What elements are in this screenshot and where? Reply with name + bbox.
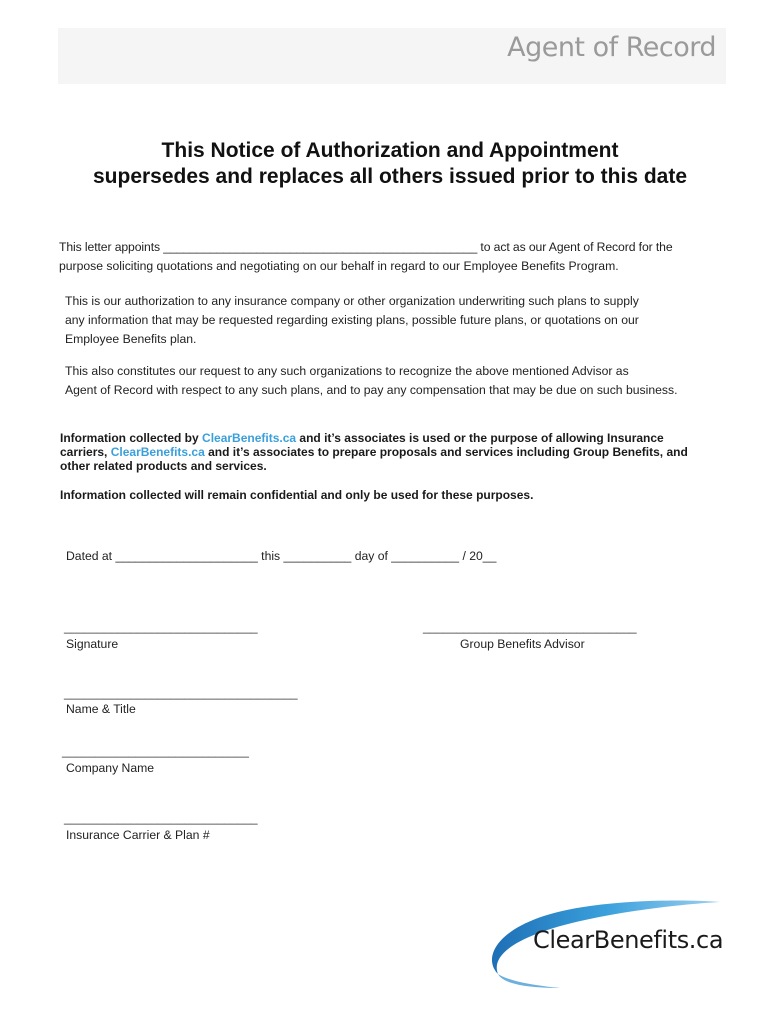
- privacy-line-3: other related products and services.: [60, 459, 267, 473]
- heading-line-1: This Notice of Authorization and Appointment: [161, 139, 619, 162]
- request-line-2: Agent of Record with respect to any such plans, and to pay any compensation that may be due on such business.: [65, 383, 678, 397]
- company-name-label: Company Name: [66, 761, 155, 775]
- signature-line[interactable]: _____________________________: [64, 620, 258, 634]
- authorization-paragraph: [65, 292, 725, 349]
- carrier-plan-line[interactable]: _____________________________: [64, 811, 258, 825]
- confidentiality-statement: Information collected will remain confidential and only be used for these purposes.: [60, 488, 534, 502]
- name-title-label: Name & Title: [66, 702, 136, 716]
- signature-label: Signature: [66, 637, 119, 651]
- document-heading: [40, 138, 740, 190]
- appointment-line-1: This letter appoints _______________________________________________ to act as our Agent of Record for the: [59, 240, 673, 254]
- authorization-line-2: any information that may be requested regarding existing plans, possible future plans, or quotations on our: [65, 313, 639, 327]
- privacy-line-2: [60, 445, 732, 459]
- appointment-paragraph: [59, 238, 729, 276]
- heading-line-2: supersedes and replaces all others issued prior to this date: [92, 165, 688, 188]
- clearbenefits-link[interactable]: ClearBenefits.ca: [110, 445, 205, 459]
- privacy-text: and it’s associates is used or the purpose of allowing Insurance: [296, 431, 664, 445]
- advisor-label: Group Benefits Advisor: [460, 637, 585, 651]
- privacy-text: carriers,: [60, 445, 111, 459]
- header-banner: [58, 28, 726, 84]
- advisor-signature-line[interactable]: ________________________________: [423, 620, 637, 634]
- clearbenefits-link[interactable]: ClearBenefits.ca: [202, 431, 297, 445]
- privacy-text: and it’s associates to prepare proposals and services including Group Benefits, and: [204, 445, 688, 459]
- logo-text: ClearBenefits.ca: [533, 926, 724, 954]
- appointment-line-2: purpose soliciting quotations and negotiating on our behalf in regard to our Employee Benefits Program.: [59, 259, 619, 273]
- authorization-line-1: This is our authorization to any insurance company or other organization underwriting such plans to supply: [65, 294, 639, 308]
- authorization-line-3: Employee Benefits plan.: [65, 332, 197, 346]
- header-title: Agent of Record: [507, 32, 716, 63]
- dated-field[interactable]: Dated at _____________________ this __________ day of __________ / 20__: [66, 549, 497, 563]
- privacy-line-1: [60, 431, 732, 445]
- carrier-plan-label: Insurance Carrier & Plan #: [66, 828, 210, 842]
- request-line-1: This also constitutes our request to any such organizations to recognize the above mentioned Advisor as: [65, 364, 629, 378]
- privacy-paragraph: [60, 431, 732, 473]
- name-title-line[interactable]: ___________________________________: [64, 686, 298, 700]
- clearbenefits-logo: [480, 896, 725, 992]
- privacy-text: Information collected by: [60, 431, 203, 445]
- company-name-line[interactable]: ____________________________: [62, 744, 249, 758]
- request-paragraph: [65, 362, 730, 400]
